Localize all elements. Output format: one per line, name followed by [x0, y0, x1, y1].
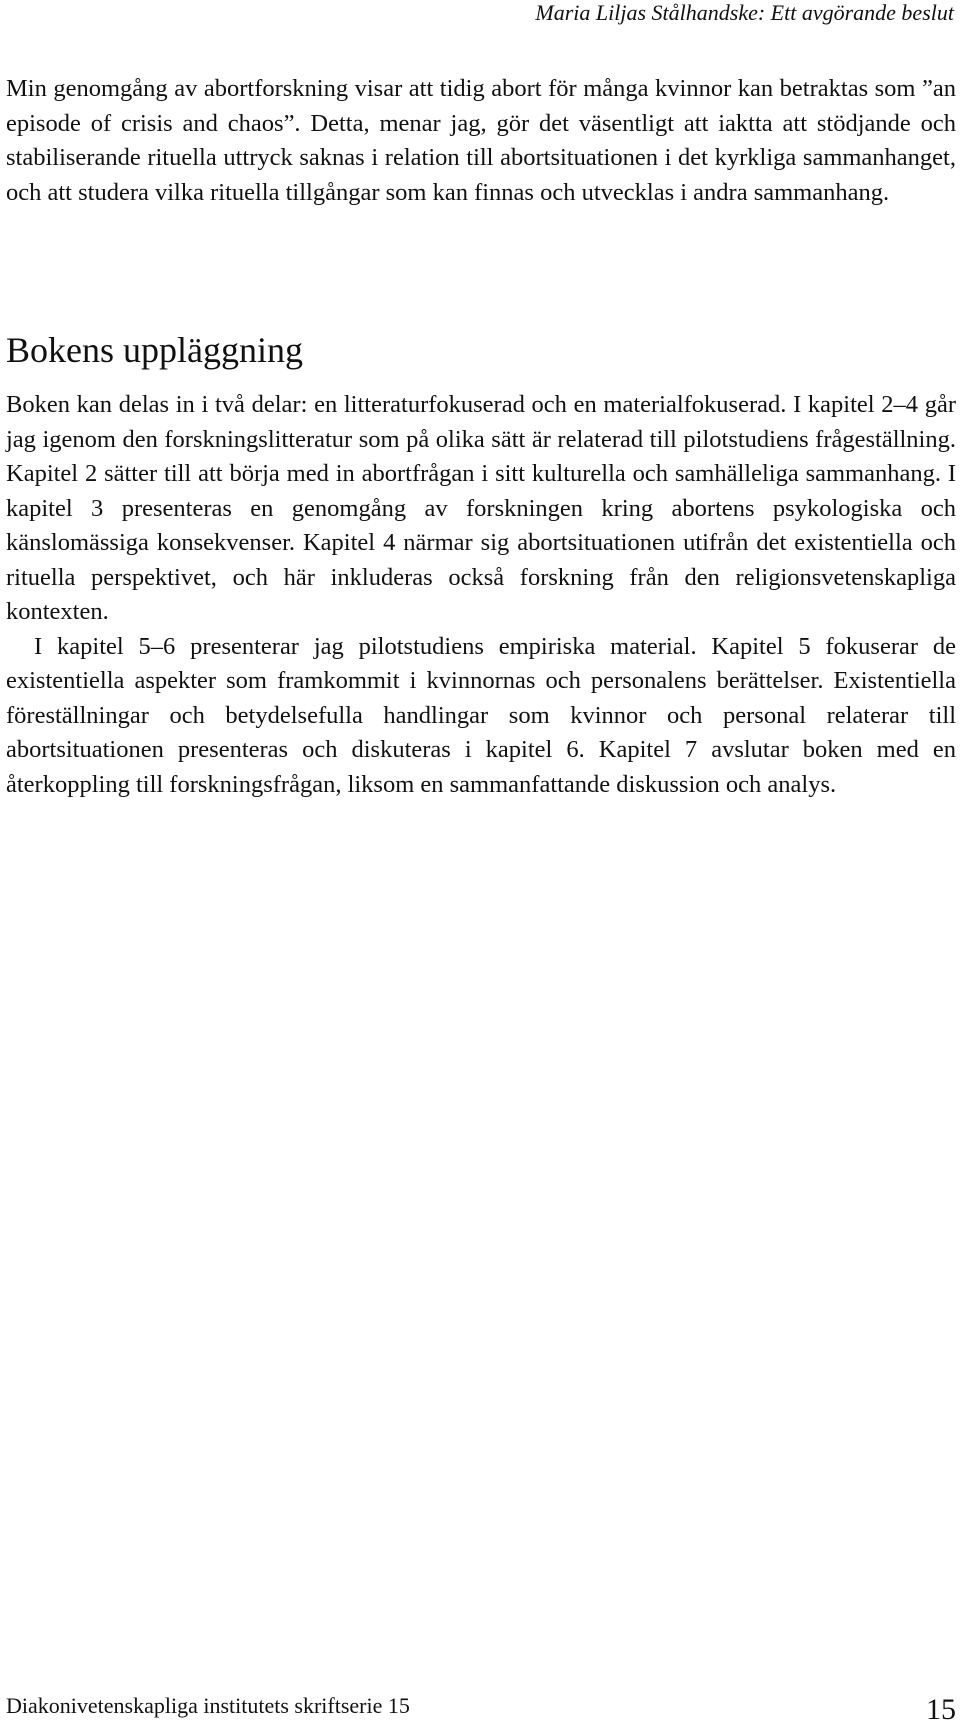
series-title: Diakonivetenskapliga institutets skriftserie 15	[6, 1693, 410, 1718]
body-paragraph-1: Boken kan delas in i två delar: en litteraturfokuserad och en materialfokuserad. I kapitel 2–4 går jag igenom den forskningslitteratur som på olika sätt är relaterad till pilotstudiens frågeställning. Kapitel 2 sätter till att börja med in abortfrågan i sitt kulturella och samhälleliga sammanhang. I kapitel 3 presenteras en genomgång av forskningen kring abortens psykologiska och känslomässiga konsekvenser. Kapitel 4 närmar sig abortsituationen utifrån det existentiella och rituella perspektivet, och här inkluderas också forskning från den religionsvetenskapliga kontexten.	[6, 391, 956, 625]
intro-paragraph: Min genomgång av abortforskning visar att tidig abort för många kvinnor kan betraktas som ”an episode of crisis and chaos”. Detta, menar jag, gör det väsentligt att iaktta att stödjande och stabiliserande rituella uttryck saknas i relation till abortsituationen i det kyrkliga sammanhanget, och att studera vilka rituella tillgångar som kan finnas och utvecklas i andra sammanhang.	[6, 75, 956, 206]
intro-section	[6, 72, 956, 210]
body-paragraph-2: I kapitel 5–6 presenterar jag pilotstudiens empiriska material. Kapitel 5 fokuserar de existentiella aspekter som framkommit i kvinnornas och personalens berättelser. Existentiella föreställningar och betydelsefulla handlingar som kvinnor och personal relaterar till abortsituationen presenteras och diskuteras i kapitel 6. Kapitel 7 avslutar boken med en återkoppling till forskningsfrågan, liksom en sammanfattande diskussion och analys.	[6, 632, 956, 798]
section-body	[6, 388, 956, 802]
section-heading: Bokens uppläggning	[6, 330, 303, 370]
running-head: Maria Liljas Stålhandske: Ett avgörande beslut	[535, 0, 954, 25]
page-number: 15	[926, 1693, 956, 1726]
